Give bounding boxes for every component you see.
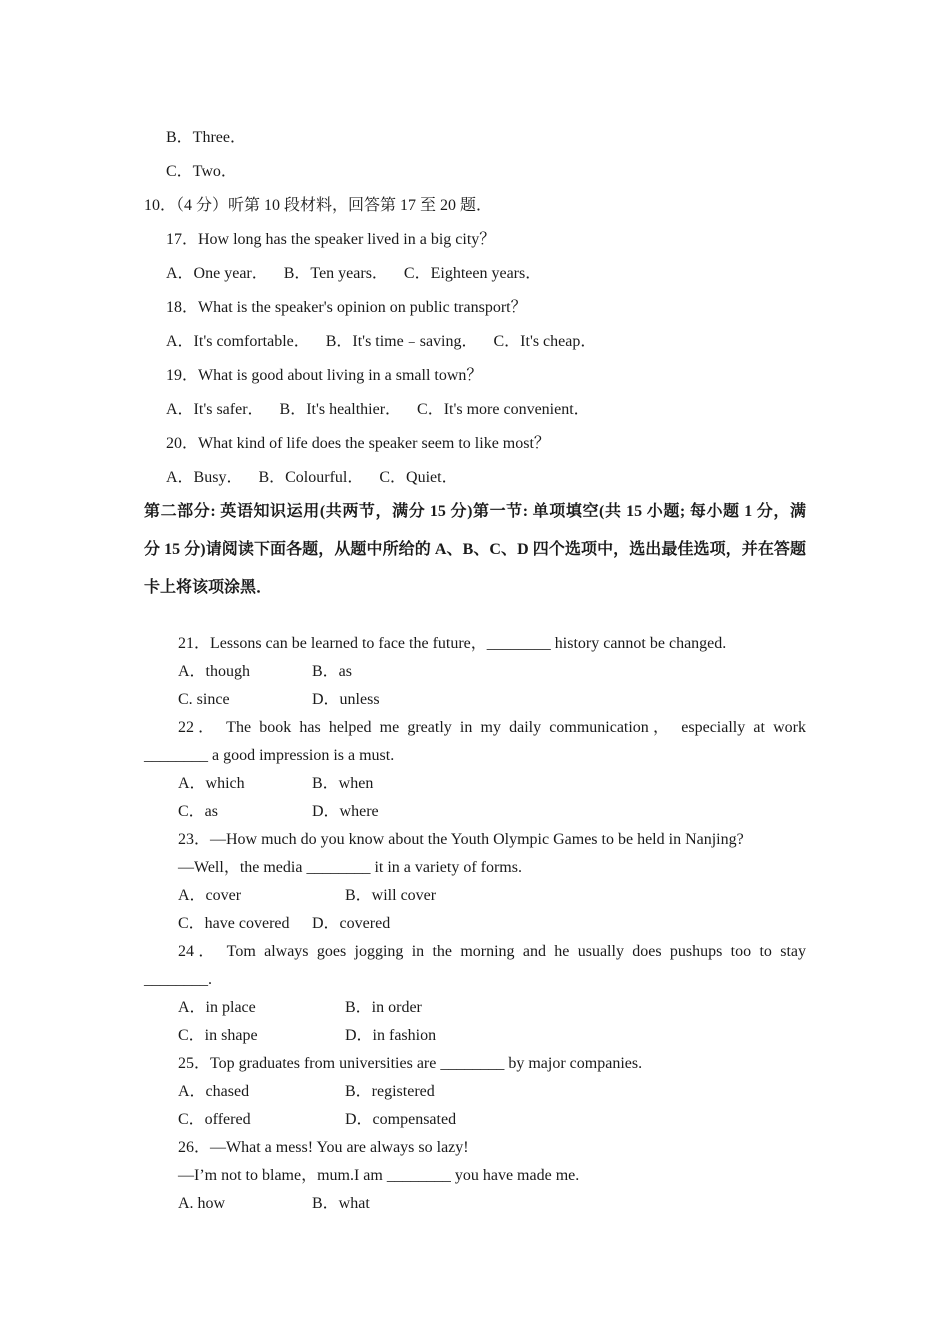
- q20-options: A．Busy． B．Colourful． C．Quiet．: [166, 469, 458, 486]
- q9-option-c: C．Two．: [166, 163, 237, 180]
- q21-option-d: D．unless: [312, 691, 380, 708]
- q21-option-c: C. since: [178, 691, 230, 708]
- q21-option-b: B．as: [312, 663, 353, 680]
- q24-stem-line2: ________.: [144, 971, 212, 988]
- q24-option-a: A．in place: [178, 999, 256, 1016]
- q23-option-a: A．cover: [178, 887, 242, 904]
- q18-stem: 18．What is the speaker's opinion on public transport？: [166, 299, 527, 316]
- q24-option-b: B．in order: [345, 999, 422, 1016]
- q22-option-a: A．which: [178, 775, 245, 792]
- q23-stem-line2: —Well，the media ________ it in a variety of forms.: [178, 859, 522, 876]
- q25-option-d: D．compensated: [345, 1111, 457, 1128]
- q23-option-c: C．have covered: [178, 915, 290, 932]
- q17-stem: 17．How long has the speaker lived in a big city？: [166, 231, 496, 248]
- q24-option-c: C．in shape: [178, 1027, 258, 1044]
- q17-options: A．One year． B．Ten years． C．Eighteen years．: [166, 265, 542, 282]
- q22-option-b: B．when: [312, 775, 374, 792]
- q26-option-b: B．what: [312, 1195, 370, 1212]
- q22-option-c: C．as: [178, 803, 219, 820]
- q22-option-d: D．where: [312, 803, 379, 820]
- part2-header-line1: 第二部分: 英语知识运用(共两节，满分 15 分)第一节: 单项填空(共 15 小题; 每小题 1 分，满: [144, 503, 806, 520]
- q19-options: A．It's safer． B．It's healthier． C．It's more convenient．: [166, 401, 590, 418]
- q26-stem-line2: —I’m not to blame，mum.I am ________ you have made me.: [178, 1167, 580, 1184]
- q9-option-b: B．Three．: [166, 129, 246, 146]
- q26-option-a: A. how: [178, 1195, 226, 1212]
- q22-stem-line1: 22． The book has helped me greatly in my daily communication， especially at work: [178, 719, 806, 736]
- q21-option-a: A．though: [178, 663, 251, 680]
- q23-option-d: D．covered: [312, 915, 391, 932]
- q23-option-b: B．will cover: [345, 887, 437, 904]
- q23-stem-line1: 23．—How much do you know about the Youth Olympic Games to be held in Nanjing?: [178, 831, 744, 848]
- q24-stem-line1: 24． Tom always goes jogging in the morning and he usually does pushups too to stay: [178, 943, 806, 960]
- q18-options: A．It's comfortable． B．It's time﹣saving． C．It's cheap．: [166, 333, 597, 350]
- part2-header-line3: 卡上将该项涂黑．: [144, 579, 273, 596]
- q26-stem-line1: 26．—What a mess! You are always so lazy!: [178, 1139, 469, 1156]
- q25-option-c: C．offered: [178, 1111, 251, 1128]
- q21-stem: 21．Lessons can be learned to face the future，________ history cannot be changed.: [178, 635, 727, 652]
- q19-stem: 19．What is good about living in a small town？: [166, 367, 483, 384]
- q25-stem: 25．Top graduates from universities are ________ by major companies.: [178, 1055, 643, 1072]
- q25-option-a: A．chased: [178, 1083, 250, 1100]
- part2-header-line2: 分 15 分)请阅读下面各题，从题中所给的 A、B、C、D 四个选项中，选出最佳选项，并在答题: [144, 541, 806, 558]
- q22-stem-line2: ________ a good impression is a must.: [144, 747, 395, 764]
- q25-option-b: B．registered: [345, 1083, 435, 1100]
- q24-option-d: D．in fashion: [345, 1027, 437, 1044]
- section10-header: 10．（4 分）听第 10 段材料，回答第 17 至 20 题．: [144, 197, 493, 214]
- q20-stem: 20．What kind of life does the speaker seem to like most？: [166, 435, 550, 452]
